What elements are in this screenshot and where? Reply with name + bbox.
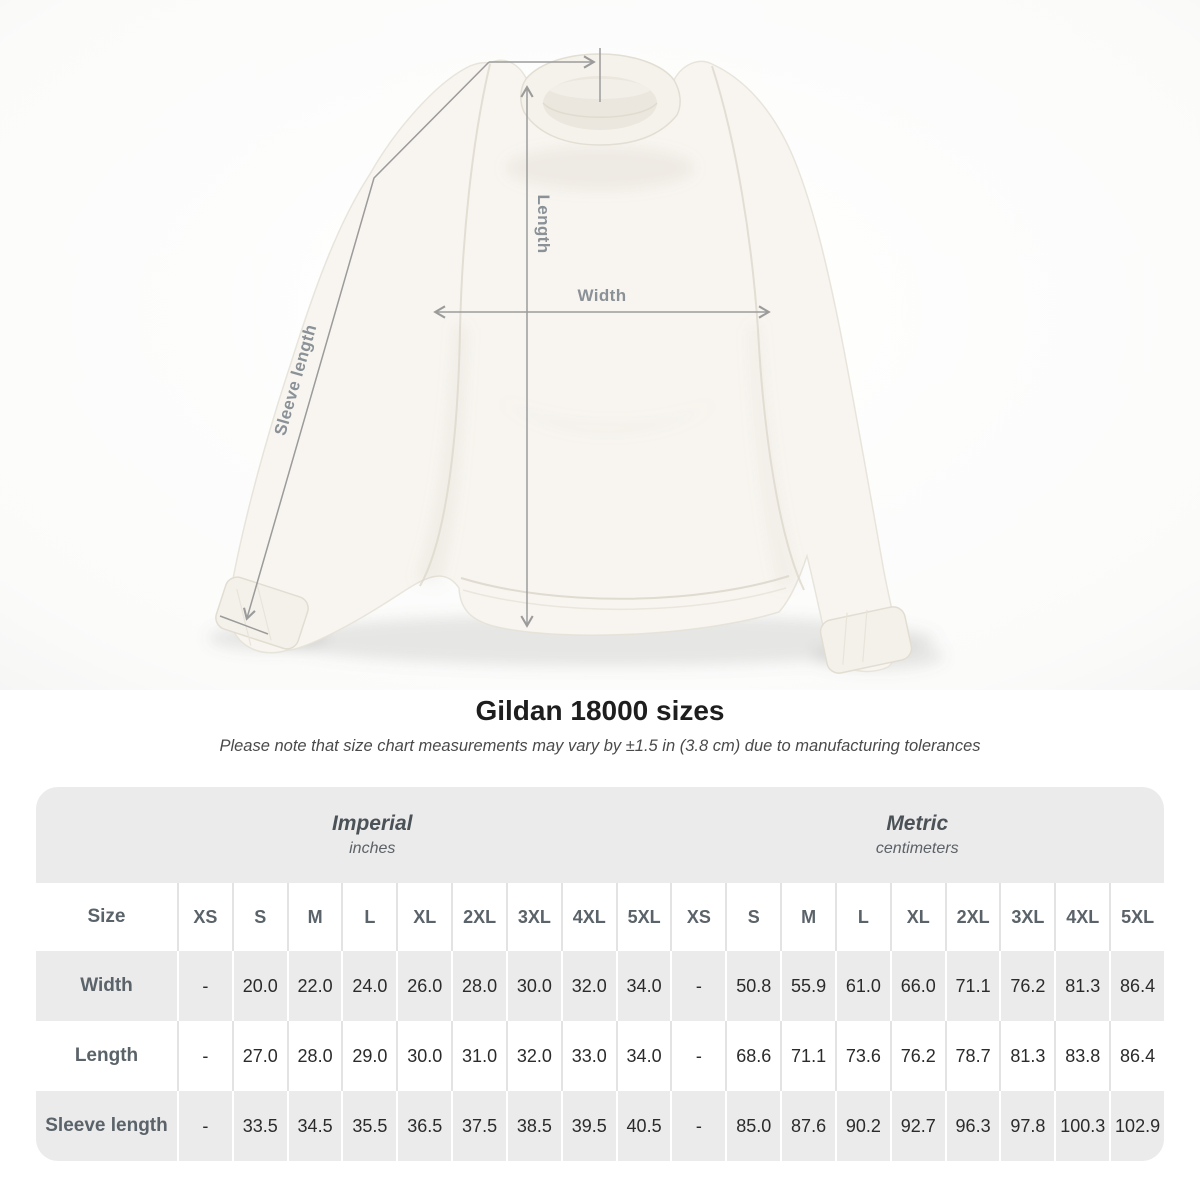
size-col-header-imperial: 3XL [506, 883, 561, 951]
value-cell: - [670, 951, 725, 1021]
size-col-header-imperial: S [232, 883, 287, 951]
row-label: Sleeve length [36, 1091, 177, 1161]
size-col-header-imperial: 4XL [561, 883, 616, 951]
size-col-header-metric: L [835, 883, 890, 951]
tolerance-note: Please note that size chart measurements may vary by ±1.5 in (3.8 cm) due to manufacturing tolerances [219, 737, 981, 755]
size-col-header-metric: S [725, 883, 780, 951]
value-cell: 33.0 [561, 1021, 616, 1091]
size-col-header-imperial: XS [177, 883, 232, 951]
value-cell: 97.8 [999, 1091, 1054, 1161]
size-chart-table [36, 787, 1164, 1161]
value-cell: 30.0 [396, 1021, 451, 1091]
value-cell: 102.9 [1109, 1091, 1164, 1161]
unit-header-band [36, 787, 1164, 883]
value-cell: 30.0 [506, 951, 561, 1021]
value-cell: 34.5 [287, 1091, 342, 1161]
value-cell: 37.5 [451, 1091, 506, 1161]
value-cell: 86.4 [1109, 1021, 1164, 1091]
value-cell: 66.0 [890, 951, 945, 1021]
value-cell: 34.0 [616, 1021, 671, 1091]
size-col-header-metric: M [780, 883, 835, 951]
size-col-header-metric: 2XL [945, 883, 1000, 951]
value-cell: 76.2 [890, 1021, 945, 1091]
value-cell: 71.1 [945, 951, 1000, 1021]
value-cell: 92.7 [890, 1091, 945, 1161]
value-cell: 20.0 [232, 951, 287, 1021]
value-cell: 28.0 [451, 951, 506, 1021]
size-col-header-imperial: M [287, 883, 342, 951]
value-cell: - [177, 1021, 232, 1091]
value-cell: - [177, 951, 232, 1021]
metric-title: Metric [886, 812, 949, 835]
value-cell: 68.6 [725, 1021, 780, 1091]
value-cell: 81.3 [1054, 951, 1109, 1021]
value-cell: - [670, 1021, 725, 1091]
value-cell: 73.6 [835, 1021, 890, 1091]
size-col-header-imperial: XL [396, 883, 451, 951]
value-cell: 39.5 [561, 1091, 616, 1161]
imperial-title: Imperial [331, 812, 413, 835]
size-col-header-metric: XS [670, 883, 725, 951]
size-col-header-metric: XL [890, 883, 945, 951]
value-cell: 87.6 [780, 1091, 835, 1161]
row-label: Length [36, 1021, 177, 1091]
value-cell: 76.2 [999, 951, 1054, 1021]
page-title: Gildan 18000 sizes [475, 695, 725, 726]
value-cell: 50.8 [725, 951, 780, 1021]
size-col-header-imperial: 5XL [616, 883, 671, 951]
value-cell: 96.3 [945, 1091, 1000, 1161]
value-cell: 71.1 [780, 1021, 835, 1091]
value-cell: 34.0 [616, 951, 671, 1021]
value-cell: 32.0 [506, 1021, 561, 1091]
imperial-unit: inches [349, 840, 396, 857]
value-cell: - [670, 1091, 725, 1161]
value-cell: 32.0 [561, 951, 616, 1021]
value-cell: - [177, 1091, 232, 1161]
value-cell: 81.3 [999, 1021, 1054, 1091]
width-label: Width [577, 286, 627, 305]
value-cell: 78.7 [945, 1021, 1000, 1091]
value-cell: 90.2 [835, 1091, 890, 1161]
size-header: Size [36, 883, 177, 951]
sleeve-length-label: Sleeve length [270, 322, 321, 438]
size-col-header-imperial: 2XL [451, 883, 506, 951]
value-cell: 61.0 [835, 951, 890, 1021]
size-col-header-imperial: L [341, 883, 396, 951]
value-cell: 40.5 [616, 1091, 671, 1161]
value-cell: 55.9 [780, 951, 835, 1021]
value-cell: 35.5 [341, 1091, 396, 1161]
value-cell: 26.0 [396, 951, 451, 1021]
length-label: Length [534, 194, 553, 254]
value-cell: 38.5 [506, 1091, 561, 1161]
value-cell: 100.3 [1054, 1091, 1109, 1161]
size-col-header-metric: 4XL [1054, 883, 1109, 951]
value-cell: 85.0 [725, 1091, 780, 1161]
value-cell: 29.0 [341, 1021, 396, 1091]
value-cell: 22.0 [287, 951, 342, 1021]
row-label: Width [36, 951, 177, 1021]
metric-unit: centimeters [875, 840, 959, 857]
value-cell: 36.5 [396, 1091, 451, 1161]
imperial-header [36, 787, 671, 883]
size-col-header-metric: 3XL [999, 883, 1054, 951]
size-chart-grid [36, 883, 1164, 1161]
value-cell: 83.8 [1054, 1021, 1109, 1091]
value-cell: 33.5 [232, 1091, 287, 1161]
size-col-header-metric: 5XL [1109, 883, 1164, 951]
value-cell: 27.0 [232, 1021, 287, 1091]
value-cell: 28.0 [287, 1021, 342, 1091]
value-cell: 31.0 [451, 1021, 506, 1091]
value-cell: 24.0 [341, 951, 396, 1021]
metric-header [671, 787, 1165, 883]
value-cell: 86.4 [1109, 951, 1164, 1021]
